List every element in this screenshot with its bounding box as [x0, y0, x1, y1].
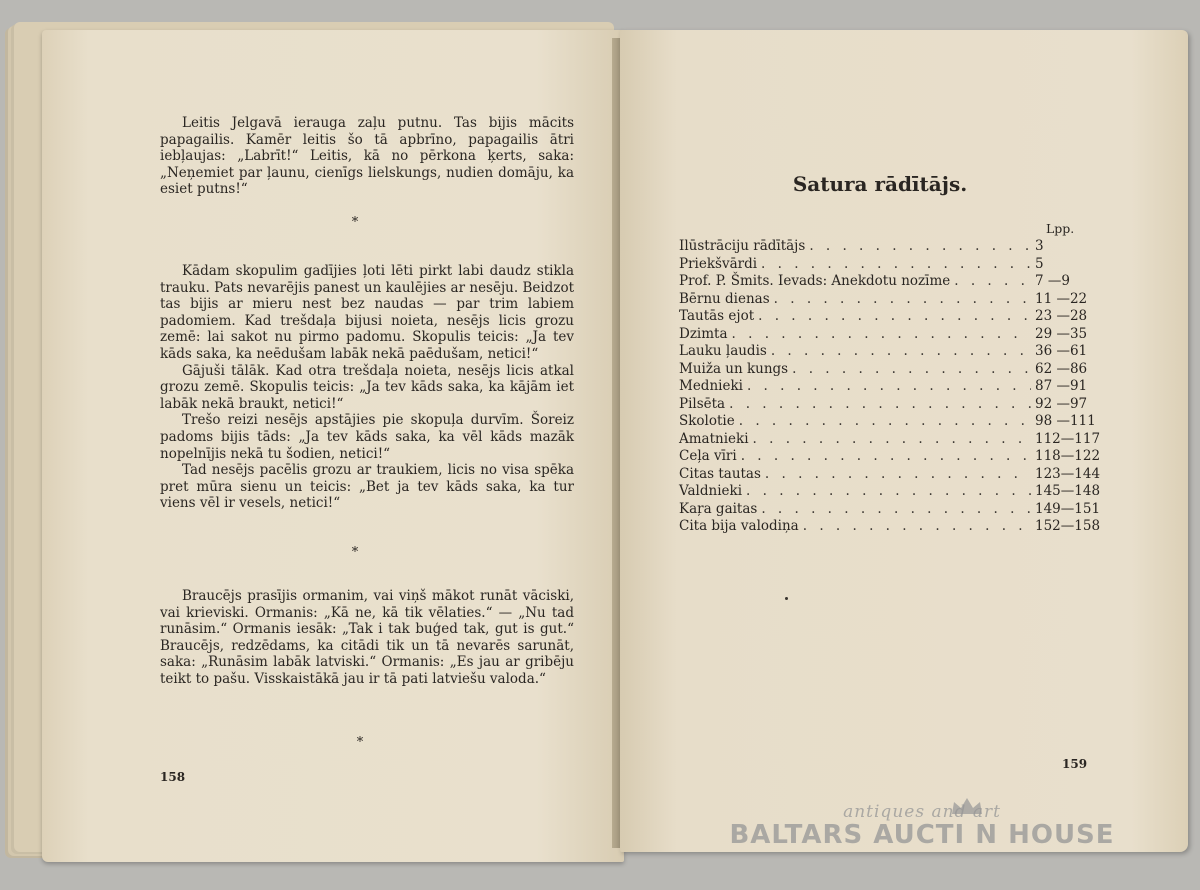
toc-page: 5: [1035, 255, 1044, 272]
watermark-tagline: antiques and art: [843, 802, 1001, 822]
anecdote-parrot: [160, 115, 574, 198]
toc-page: 36 —61: [1035, 343, 1088, 359]
paragraph: Trešo reizi nesējs apstājies pie skopuļa durvīm. Šoreiz padoms bijis tāds: „Ja tev kāds saka, ka vēl kāds mazāk nopelnījis nekā tu šodien, netici!“: [160, 412, 574, 462]
toc-page: 98 —111: [1035, 413, 1096, 429]
toc-label: Prof. P. Šmits. Ievads: Anekdotu nozīme: [679, 273, 951, 289]
toc-title: Satura rādītājs.: [792, 172, 968, 196]
toc-page: 62 —86: [1035, 360, 1088, 377]
toc-label: Mednieki: [679, 378, 743, 394]
toc-page: 123—144: [1035, 465, 1101, 482]
toc-leader-dots: [809, 238, 1031, 254]
toc-label: Bērnu dienas: [679, 290, 770, 307]
toc-row: [679, 448, 1099, 466]
toc-label: Muiža un kungs: [679, 360, 789, 377]
toc-row: [679, 483, 1099, 501]
anecdote-miser: [160, 263, 574, 512]
toc-label: Valdnieki: [679, 483, 743, 499]
toc-row: [679, 466, 1099, 484]
toc-row: [679, 273, 1099, 291]
paragraph: Kādam skopulim gadījies ļoti lēti pirkt labi daudz stikla trauku. Pats nevarējis panest un kaulējies ar nesēju. Beidzot tas bijis ar mieru nest bez naudas — par trim labiem padomiem. Kad trešdaļa bijusi noieta, nesējs licis grozu zemē: lai sakot nu pirmo padomu. Skopulis teicis: „Ja tev kāds saka, ka neēdušam labāk nekā paēdušam, netici!“: [160, 263, 574, 362]
toc-row: [679, 238, 1099, 256]
ink-dot: [785, 597, 788, 600]
toc-page: 92 —97: [1035, 395, 1088, 412]
toc-label: Skolotie: [679, 413, 735, 429]
separator-star: *: [356, 735, 364, 750]
table-of-contents: [679, 238, 1099, 536]
toc-label: Dzimta: [679, 325, 728, 342]
page-number-right: 159: [1062, 757, 1088, 771]
paragraph: Braucējs prasījis ormanim, vai viņš mākot runāt vāciski, vai krieviski. Ormanis: „Kā ne, kā tik vēlaties.“ — „Nu tad runāsim.“ Ormanis iesāk: „Tak i tak buģed tak, gut is gut.“ Braucējs, redzēdams, ka citādi tik un tā nevarēs sarunāt, saka: „Runāsim labāk latviski.“ Ormanis: „Es jau ar gribēju teikt to pašu. Visskaistākā jau ir tā pati latviešu valoda.“: [160, 588, 574, 687]
toc-row: [679, 378, 1099, 396]
toc-leader-dots: [761, 256, 1031, 272]
toc-label: Tautās ejot: [679, 308, 755, 324]
toc-page: 7 —9: [1035, 273, 1070, 289]
toc-label: Cita bija valodiņa: [679, 518, 799, 534]
toc-label: Lauku ļaudis: [679, 343, 767, 359]
toc-leader-dots: [954, 273, 1031, 289]
toc-row: [679, 343, 1099, 361]
toc-label: Pilsēta: [679, 395, 726, 412]
toc-leader-dots: [746, 483, 1031, 499]
paragraph: Leitis Jelgavā ierauga zaļu putnu. Tas bijis mācits papagailis. Kamēr leitis šo tā apbrīno, papagailis ātri iebļaujas: „Labrīt!“ Leitis, kā no pērkona ķerts, saka: „Neņemiet par ļaunu, cienīgs lielskungs, nudien domāju, ka esiet putns!“: [160, 115, 574, 198]
toc-page: 23 —28: [1035, 308, 1088, 324]
toc-leader-dots: [758, 308, 1031, 324]
toc-page: 87 —91: [1035, 378, 1088, 394]
toc-leader-dots: [747, 378, 1031, 394]
toc-leader-dots: [792, 361, 1031, 377]
toc-row: [679, 396, 1099, 414]
toc-page-column-header: Lpp.: [1046, 221, 1075, 236]
toc-leader-dots: [729, 396, 1031, 412]
toc-leader-dots: [753, 431, 1031, 447]
toc-leader-dots: [771, 343, 1031, 359]
toc-row: [679, 361, 1099, 379]
toc-leader-dots: [774, 291, 1031, 307]
toc-label: Ilūstrāciju rādītājs: [679, 238, 806, 254]
paragraph: Gājuši tālāk. Kad otra trešdaļa noieta, nesējs licis atkal grozu zemē. Skopulis teicis: „Ja tev kāds saka, ka kājām iet labāk nekā braukt, netici!“: [160, 362, 574, 412]
toc-page: 29 —35: [1035, 325, 1088, 342]
toc-label: Amatnieki: [679, 430, 749, 447]
toc-label: Priekšvārdi: [679, 255, 758, 272]
toc-label: Kaŗa gaitas: [679, 500, 758, 517]
toc-leader-dots: [803, 518, 1031, 534]
paragraph: Tad nesējs pacēlis grozu ar traukiem, licis no visa spēka pret mūra sienu un teicis: „Bet ja tev kāds saka, ka tur viens vēl ir vesels, netici!“: [160, 462, 574, 512]
toc-page: 11 —22: [1035, 290, 1088, 307]
toc-leader-dots: [739, 413, 1031, 429]
separator-star: *: [351, 545, 359, 560]
toc-row: [679, 256, 1099, 274]
toc-row: [679, 413, 1099, 431]
separator-star: *: [351, 215, 359, 230]
toc-row: [679, 518, 1099, 536]
toc-page: 149—151: [1035, 500, 1101, 517]
auction-house-watermark: [722, 802, 1122, 850]
toc-leader-dots: [765, 466, 1031, 482]
toc-row: [679, 431, 1099, 449]
toc-label: Ceļa vīri: [679, 448, 737, 464]
toc-leader-dots: [732, 326, 1031, 342]
toc-page: 145—148: [1035, 483, 1101, 499]
toc-page: 3: [1035, 238, 1044, 254]
toc-leader-dots: [741, 448, 1031, 464]
toc-page: 152—158: [1035, 518, 1101, 534]
toc-row: [679, 308, 1099, 326]
toc-leader-dots: [761, 501, 1031, 517]
page-number-left: 158: [160, 770, 186, 784]
watermark-name: BALTARS AUCTI N HOUSE: [729, 820, 1115, 850]
toc-page: 118—122: [1035, 448, 1101, 464]
toc-page: 112—117: [1035, 430, 1101, 447]
toc-row: [679, 501, 1099, 519]
anecdote-coachman: [160, 588, 574, 688]
toc-label: Citas tautas: [679, 465, 761, 482]
toc-row: [679, 291, 1099, 309]
toc-row: [679, 326, 1099, 344]
